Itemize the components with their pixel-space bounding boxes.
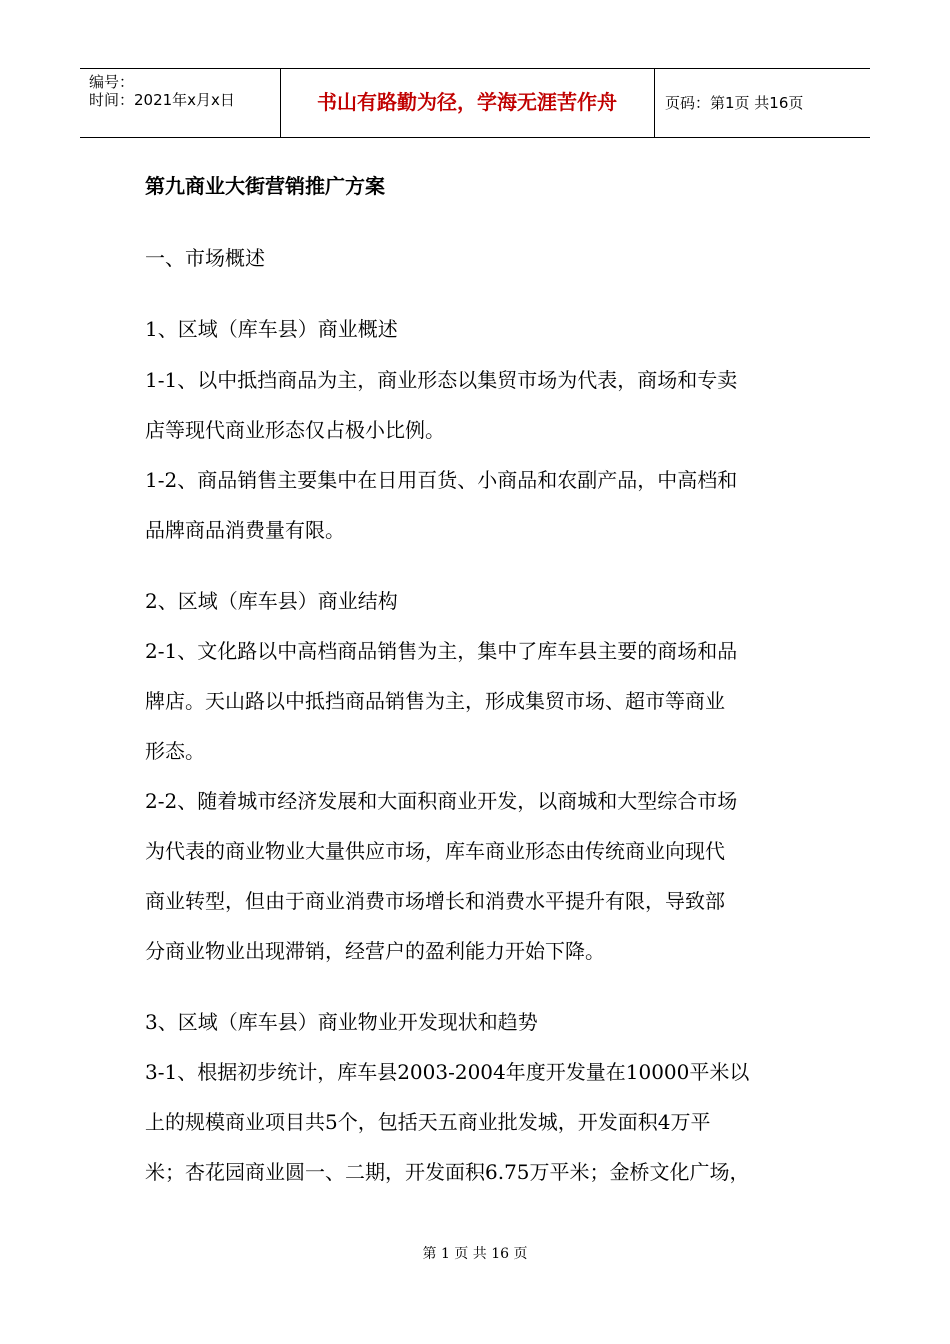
page-footer: 第 1 页 共 16 页: [422, 1246, 528, 1262]
header-meta-cell: [80, 69, 281, 137]
subsection-heading: 3、区域（库车县）商业物业开发现状和趋势: [145, 1010, 538, 1034]
paragraph-line: 为代表的商业物业大量供应市场，库车商业形态由传统商业向现代: [145, 839, 725, 863]
paragraph-line: 1-2、商品销售主要集中在日用百货、小商品和农副产品，中高档和: [145, 468, 738, 492]
document-title: 第九商业大街营销推广方案: [145, 174, 385, 198]
header-motto-cell: [280, 69, 655, 137]
page-info: 页码：第1页 共16页: [665, 94, 804, 112]
section-heading: 一、市场概述: [145, 246, 265, 270]
paragraph-line: 商业转型，但由于商业消费市场增长和消费水平提升有限，导致部: [145, 889, 725, 913]
paragraph-line: 2-1、文化路以中高档商品销售为主，集中了库车县主要的商场和品: [145, 639, 738, 663]
paragraph-line: 牌店。天山路以中抵挡商品销售为主，形成集贸市场、超市等商业: [145, 689, 725, 713]
subsection-heading: 2、区域（库车县）商业结构: [145, 589, 398, 613]
code-label: 编号：: [89, 73, 135, 91]
subsection-heading: 1、区域（库车县）商业概述: [145, 317, 398, 341]
paragraph-line: 形态。: [145, 739, 205, 763]
paragraph-line: 店等现代商业形态仅占极小比例。: [145, 418, 445, 442]
paragraph-line: 品牌商品消费量有限。: [145, 518, 345, 542]
paragraph-line: 上的规模商业项目共5个，包括天五商业批发城，开发面积4万平: [145, 1110, 711, 1134]
header-page-cell: [655, 69, 870, 137]
document-header: [80, 68, 870, 138]
paragraph-line: 分商业物业出现滞销，经营户的盈利能力开始下降。: [145, 939, 605, 963]
paragraph-line: 2-2、随着城市经济发展和大面积商业开发，以商城和大型综合市场: [145, 789, 738, 813]
paragraph-line: 3-1、根据初步统计，库车县2003-2004年度开发量在10000平米以: [145, 1060, 750, 1084]
paragraph-line: 米；杏花园商业圆一、二期，开发面积6.75万平米；金桥文化广场，: [145, 1160, 750, 1184]
date-label: 时间：2021年x月x日: [89, 91, 235, 109]
motto-text: 书山有路勤为径，学海无涯苦作舟: [317, 90, 617, 114]
paragraph-line: 1-1、以中抵挡商品为主，商业形态以集贸市场为代表，商场和专卖: [145, 368, 738, 392]
